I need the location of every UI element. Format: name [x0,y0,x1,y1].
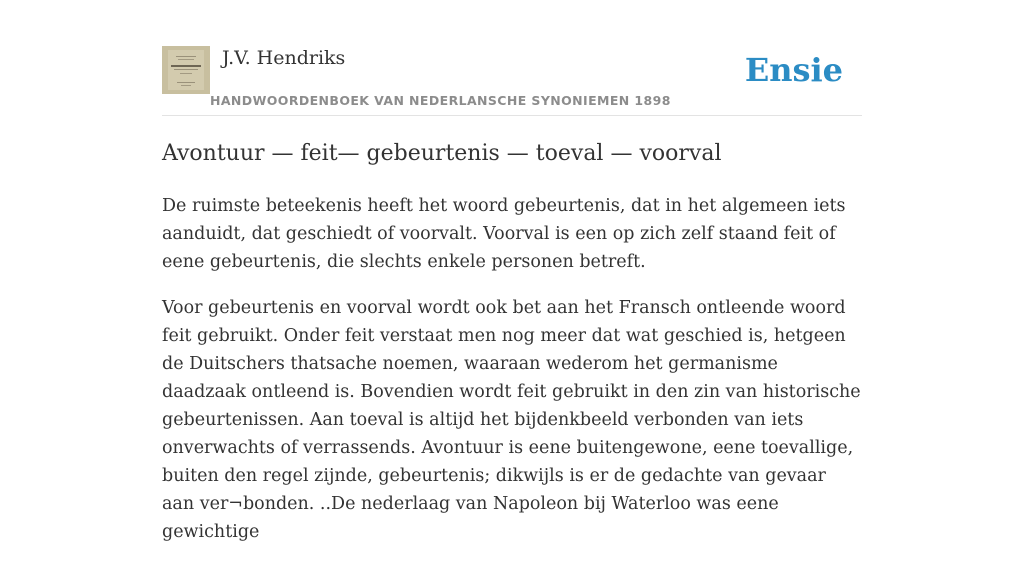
entry-body [162,192,862,564]
header-divider [162,115,862,116]
book-cover-avatar[interactable] [162,46,210,94]
site-logo[interactable]: Ensie [744,51,843,89]
author-name[interactable]: J.V. Hendriks [222,47,346,69]
source-title[interactable]: HANDWOORDENBOEK VAN NEDERLANSCHE SYNONIEMEN 1898 [210,93,671,108]
paragraph: De ruimste beteekenis heeft het woord gebeurtenis, dat in het algemeen iets aanduidt, dat geschiedt of voorvalt. Voorval is een op zich zelf staand feit of eene gebeurtenis, die slechts enkele personen betreft. [162,196,846,272]
book-cover-image [162,46,210,94]
entry-title: Avontuur — feit— gebeurtenis — toeval — voorval [162,141,722,166]
paragraph: Voor gebeurtenis en voorval wordt ook bet aan het Fransch ontleende woord feit gebruikt. Onder feit verstaat men nog meer dat wat geschied is, hetgeen de Duitschers thatsache noemen, waaraan wederom het germanisme daadzaak ontleend is. Bovendien wordt feit gebruikt in den zin van historische gebeurtenissen. Aan toeval is altijd het bijdenkbeeld verbonden van iets onverwachts of verrassends. Avontuur is eene buitengewone, eene toevallige, buiten den regel zijnde, gebeurtenis; dikwijls is er de gedachte van gevaar aan ver¬bonden. ..De nederlaag van Napoleon bij Waterloo was eene gewichtige [162,298,861,542]
